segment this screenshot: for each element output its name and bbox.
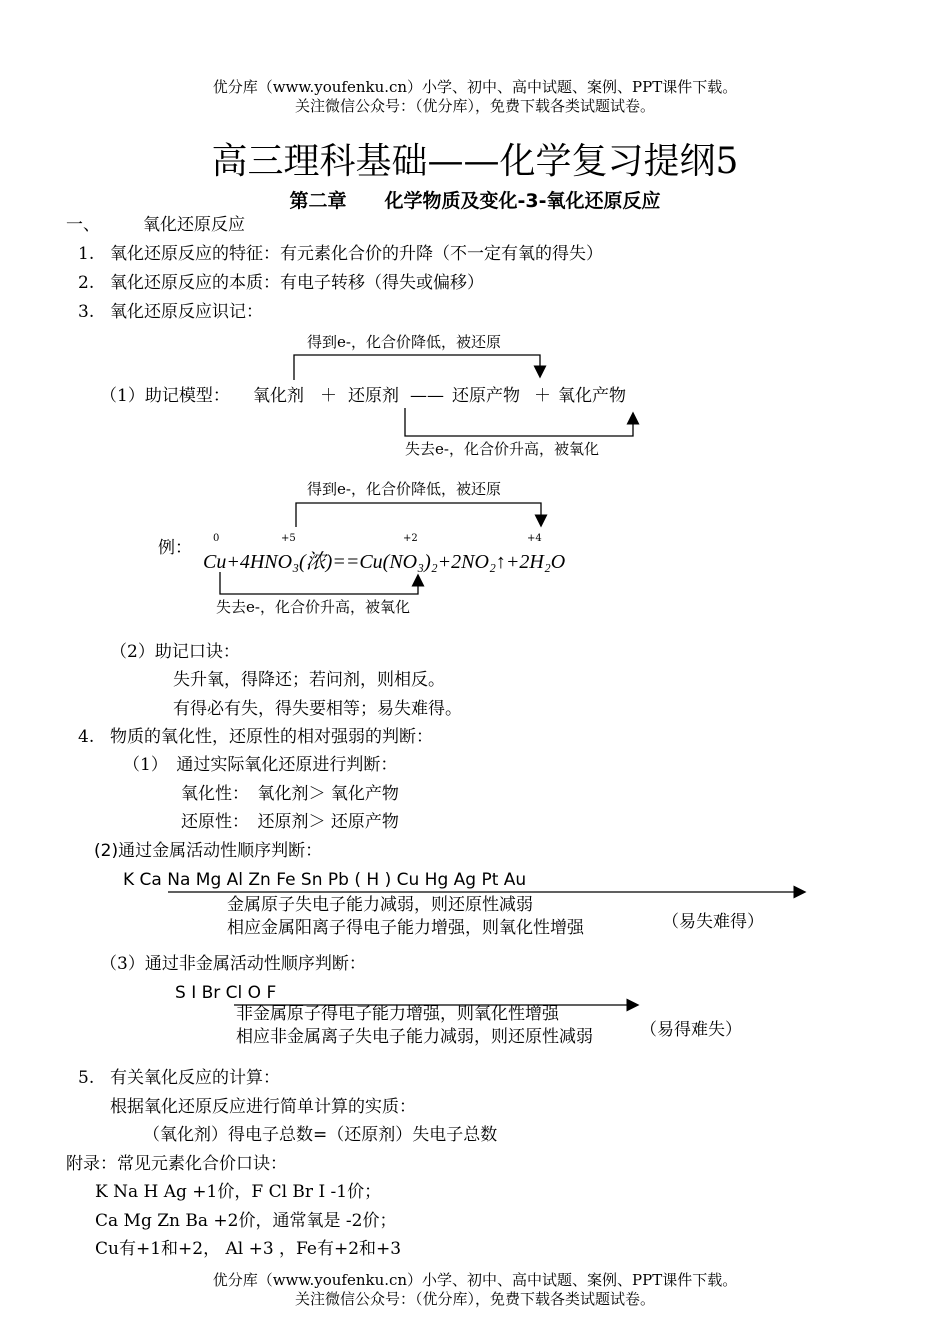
example-lose-bracket [220,572,418,594]
reducing-rule: 还原性： 还原剂＞ 还原产物 [181,812,399,832]
nonmetal-activity-series: S I Br Cl O F [175,983,277,1003]
item-5-number: 5. [78,1068,95,1088]
metal-activity-series: K Ca Na Mg Al Zn Fe Sn Pb ( H ) Cu Hg Ag Pt Au [123,870,527,890]
model-reductant: 还原剂 [348,386,399,406]
model-oxidant: 氧化剂 [253,386,304,406]
item-1-text: 氧化还原反应的特征：有元素化合价的升降（不一定有氧的得失） [110,244,603,264]
model-dash: —— [410,386,444,406]
nonmetal-note-2: 相应非金属离子失电子能力减弱，则还原性减弱 [236,1027,593,1047]
metal-note-2: 相应金属阳离子得电子能力增强，则氧化性增强 [227,918,584,938]
ox-state-n-plus5: +5 [281,533,296,544]
appendix-line-2: Ca Mg Zn Ba +2价，通常氧是 -2价； [95,1211,397,1231]
item-4-number: 4. [78,727,95,747]
metal-tag: （易失难得） [662,912,764,932]
nonmetal-tag: （易得难失） [640,1020,742,1040]
example-equation: Cu+4HNO₃(浓)==Cu(NO₃)₂+2NO₂↑+2H₂O [203,551,566,573]
item-4-sub-2: (2)通过金属活动性顺序判断： [94,841,323,861]
item-1-number: 1. [78,244,95,264]
appendix-line-1: K Na H Ag +1价，F Cl Br I -1价； [95,1182,382,1202]
header-line-1: 优分库（www.youfenku.cn）小学、初中、高中试题、案例、PPT课件下载。 [212,78,738,96]
item-4-sub-3: （3）通过非金属活动性顺序判断： [100,954,366,974]
item-5-text: 有关氧化反应的计算： [110,1068,280,1088]
section-number: 一、 [66,215,100,235]
example-top-label: 得到e-，化合价降低，被还原 [307,480,501,498]
example-label: 例： [158,538,192,558]
section-heading: 氧化还原反应 [143,215,245,235]
page-title: 高三理科基础——化学复习提纲5 [211,141,739,182]
model-reduced-product: 还原产物 [452,386,520,406]
header-line-2: 关注微信公众号：（优分库），免费下载各类试题试卷。 [294,97,655,115]
ox-state-n-plus4: +4 [527,533,542,544]
item-4-text: 物质的氧化性，还原性的相对强弱的判断： [110,727,433,747]
item-2-number: 2. [78,273,95,293]
nonmetal-note-1: 非金属原子得电子能力增强，则氧化性增强 [236,1004,559,1024]
item-5-line-1: 根据氧化还原反应进行简单计算的实质： [110,1097,416,1117]
model-bottom-label: 失去e-，化合价升高，被氧化 [405,440,599,458]
model-lose-bracket [405,408,633,436]
item-2-text: 氧化还原反应的本质：有电子转移（得失或偏移） [110,273,484,293]
mnemonic-line-2: 有得必有失，得失要相等；易失难得。 [173,699,462,719]
example-gain-bracket [296,503,541,527]
model-gain-bracket [294,355,540,380]
model-plus-1: ＋ [320,386,337,406]
model-top-label: 得到e-，化合价降低，被还原 [307,333,501,351]
model-plus-2: ＋ [534,386,551,406]
metal-note-1: 金属原子失电子能力减弱，则还原性减弱 [227,895,533,915]
footer-line-1: 优分库（www.youfenku.cn）小学、初中、高中试题、案例、PPT课件下载。 [212,1271,738,1289]
appendix-line-3: Cu有+1和+2， Al +3 ，Fe有+2和+3 [95,1239,402,1259]
footer-line-2: 关注微信公众号：（优分库），免费下载各类试题试卷。 [294,1290,655,1308]
mnemonic-line-1: 失升氧，得降还；若问剂，则相反。 [173,670,445,690]
ox-state-cu-plus2: +2 [403,533,418,544]
example-bottom-label: 失去e-，化合价升高，被氧化 [216,598,410,616]
chapter-subtitle: 第二章 化学物质及变化-3-氧化还原反应 [289,190,661,212]
model-label: （1）助记模型： [100,386,230,406]
oxidizing-rule: 氧化性： 氧化剂＞ 氧化产物 [181,784,399,804]
item-3-text: 氧化还原反应识记： [110,302,263,322]
model-oxidized-product: 氧化产物 [558,386,626,406]
ox-state-cu-0: 0 [213,533,220,544]
item-3-number: 3. [78,302,95,322]
item-5-line-2: （氧化剂）得电子总数=（还原剂）失电子总数 [143,1125,498,1145]
item-4-sub-1: （1） 通过实际氧化还原进行判断： [123,755,398,775]
appendix-title: 附录：常见元素化合价口诀： [66,1154,287,1174]
mnemonic-label: （2）助记口诀： [110,642,240,662]
